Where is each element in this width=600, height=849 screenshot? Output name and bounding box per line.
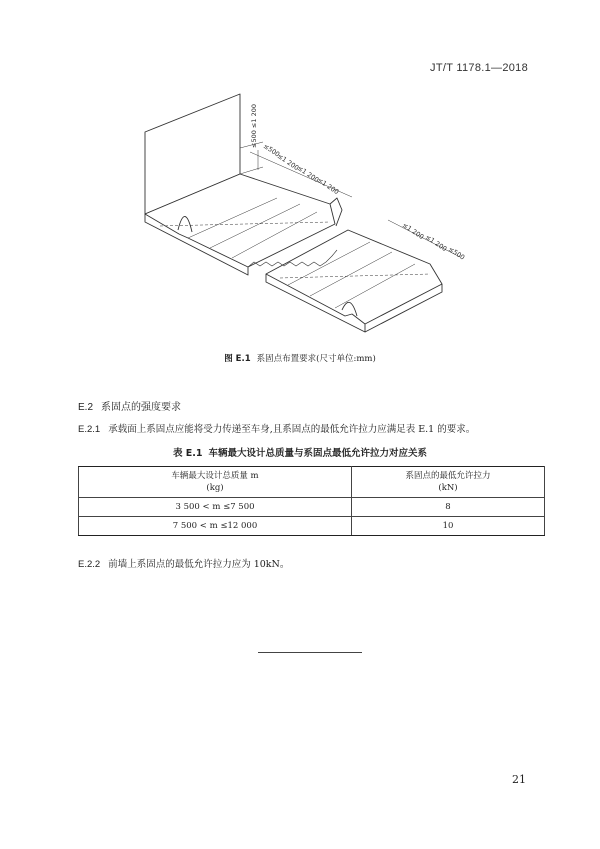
dim-vertical: ≤500 ≤1 200 <box>250 104 258 148</box>
end-rule <box>258 652 362 653</box>
table-header-row <box>79 467 545 498</box>
table-row <box>79 517 545 536</box>
dim-upper-1: ≤500 <box>261 142 282 159</box>
tie-down-layout-figure <box>130 92 470 347</box>
section-heading <box>78 398 181 413</box>
dim-lower-2: ≤1 200 <box>423 233 449 254</box>
section-title: 系固点的强度要求 <box>101 402 182 413</box>
dim-lower-3: ≤500 <box>446 245 467 262</box>
clause-number: E.2.1 <box>78 424 101 435</box>
table-caption-text: 车辆最大设计总质量与系固点最低允许拉力对应关系 <box>208 448 428 459</box>
page-number: 21 <box>512 773 526 786</box>
header-force: 系固点的最低允许拉力 (kN) <box>352 467 545 498</box>
section-number: E.2 <box>78 402 94 413</box>
table-caption-label: 表 E.1 <box>172 448 203 459</box>
clause-number: E.2.2 <box>78 559 101 570</box>
standard-number: JT/T 1178.1—2018 <box>430 62 528 74</box>
header-mass: 车辆最大设计总质量 m (kg) <box>79 467 352 498</box>
table-caption <box>0 445 600 459</box>
clause-e22 <box>78 556 289 570</box>
clause-e21 <box>78 421 475 435</box>
cell-force: 8 <box>352 498 545 517</box>
cell-force: 10 <box>352 517 545 536</box>
cell-mass-range: 3 500 < m ≤7 500 <box>79 498 352 517</box>
clause-text: 前墙上系固点的最低允许拉力应为 10kN。 <box>108 559 290 570</box>
dim-upper-3: ≤1 200 <box>295 164 321 185</box>
cell-mass-range: 7 500 < m ≤12 000 <box>79 517 352 536</box>
figure-caption <box>0 352 600 364</box>
dim-lower-1: ≤1 200 <box>400 221 426 242</box>
table-row <box>79 498 545 517</box>
dim-upper-2: ≤1 200 <box>275 152 301 173</box>
dim-upper-4: ≤1 200 <box>315 176 341 197</box>
mass-force-table <box>78 466 545 536</box>
clause-text: 承载面上系固点应能将受力传递至车身,且系固点的最低允许拉力应满足表 E.1 的要求。 <box>108 424 476 435</box>
figure-caption-text: 系固点布置要求(尺寸单位:mm) <box>256 354 376 364</box>
figure-caption-label: 图 E.1 <box>224 354 251 364</box>
